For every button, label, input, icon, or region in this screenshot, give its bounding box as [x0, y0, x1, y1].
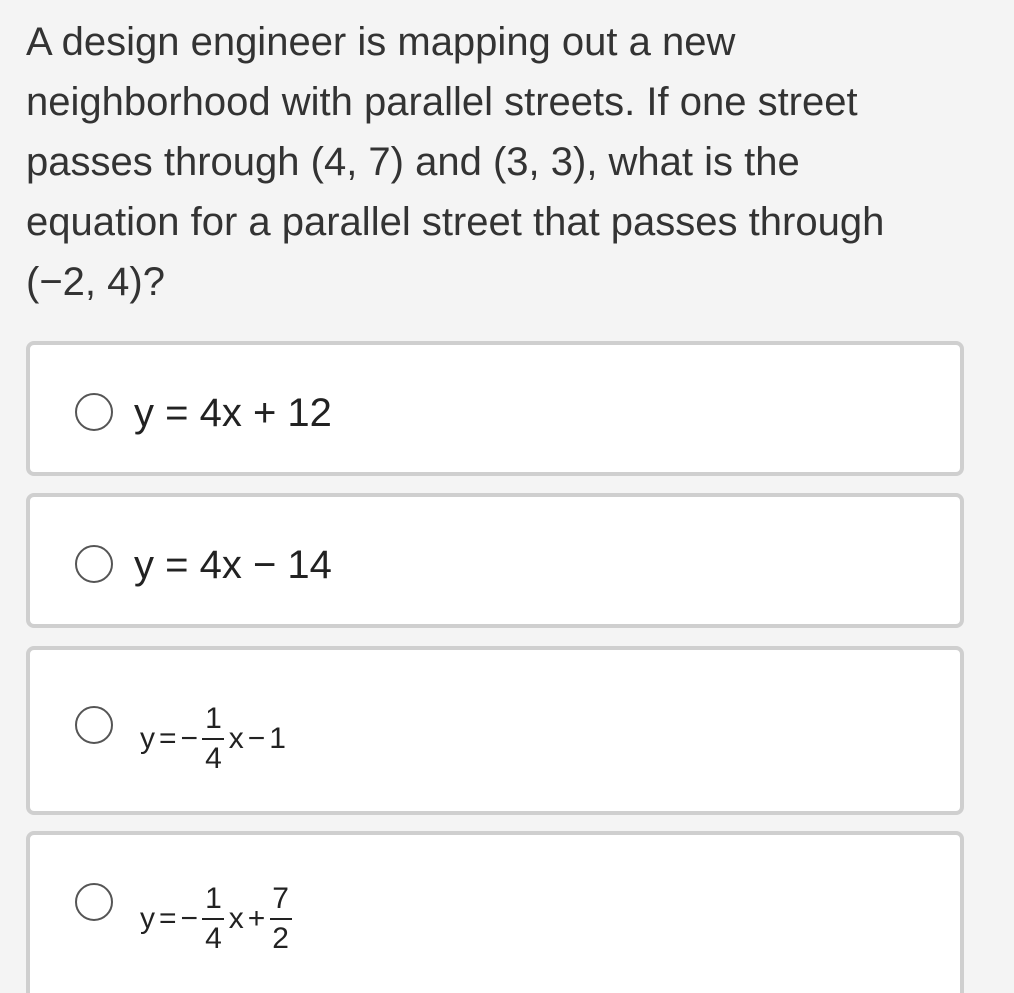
negative-sign: − [180, 722, 199, 755]
equation-variable: x [228, 902, 244, 935]
question-line: (−2, 4)? [26, 260, 165, 304]
question-line: equation for a parallel street that passes through [26, 200, 885, 244]
fraction [202, 883, 225, 956]
question-text [26, 12, 986, 312]
fraction [202, 703, 225, 776]
equation-operator: + [247, 902, 266, 935]
radio-button-icon[interactable] [75, 545, 113, 583]
answer-option-label: y = 4x − 14 [134, 543, 332, 587]
equation-constant: 1 [269, 722, 286, 755]
fraction-numerator: 1 [205, 701, 222, 735]
answer-option-a[interactable] [26, 341, 964, 476]
fraction [269, 883, 292, 956]
question-line: passes through (4, 7) and (3, 3), what is the [26, 140, 800, 184]
fraction-denominator: 2 [272, 922, 289, 956]
equation-variable: x [228, 722, 244, 755]
equation-lhs: y [140, 722, 155, 755]
radio-button-icon[interactable] [75, 883, 113, 921]
equation-operator: − [247, 722, 266, 755]
fraction-numerator: 1 [205, 881, 222, 915]
radio-button-icon[interactable] [75, 706, 113, 744]
answer-option-c[interactable] [26, 646, 964, 815]
fraction-denominator: 4 [205, 922, 222, 956]
question-line: neighborhood with parallel streets. If one street [26, 80, 858, 124]
equation-lhs: y [140, 902, 155, 935]
answer-option-d[interactable] [26, 831, 964, 993]
equals-sign: = [159, 902, 177, 935]
fraction-bar [202, 738, 224, 741]
fraction-bar [270, 918, 292, 921]
answer-option-b[interactable] [26, 493, 964, 628]
equation-image [138, 694, 288, 784]
answer-option-label: y = 4x + 12 [134, 391, 332, 435]
fraction-bar [202, 918, 224, 921]
equals-sign: = [159, 722, 177, 755]
fraction-numerator: 7 [272, 881, 289, 915]
negative-sign: − [180, 902, 199, 935]
radio-button-icon[interactable] [75, 393, 113, 431]
question-line: A design engineer is mapping out a new [26, 20, 736, 64]
equation-image [138, 871, 294, 967]
fraction-denominator: 4 [205, 742, 222, 776]
